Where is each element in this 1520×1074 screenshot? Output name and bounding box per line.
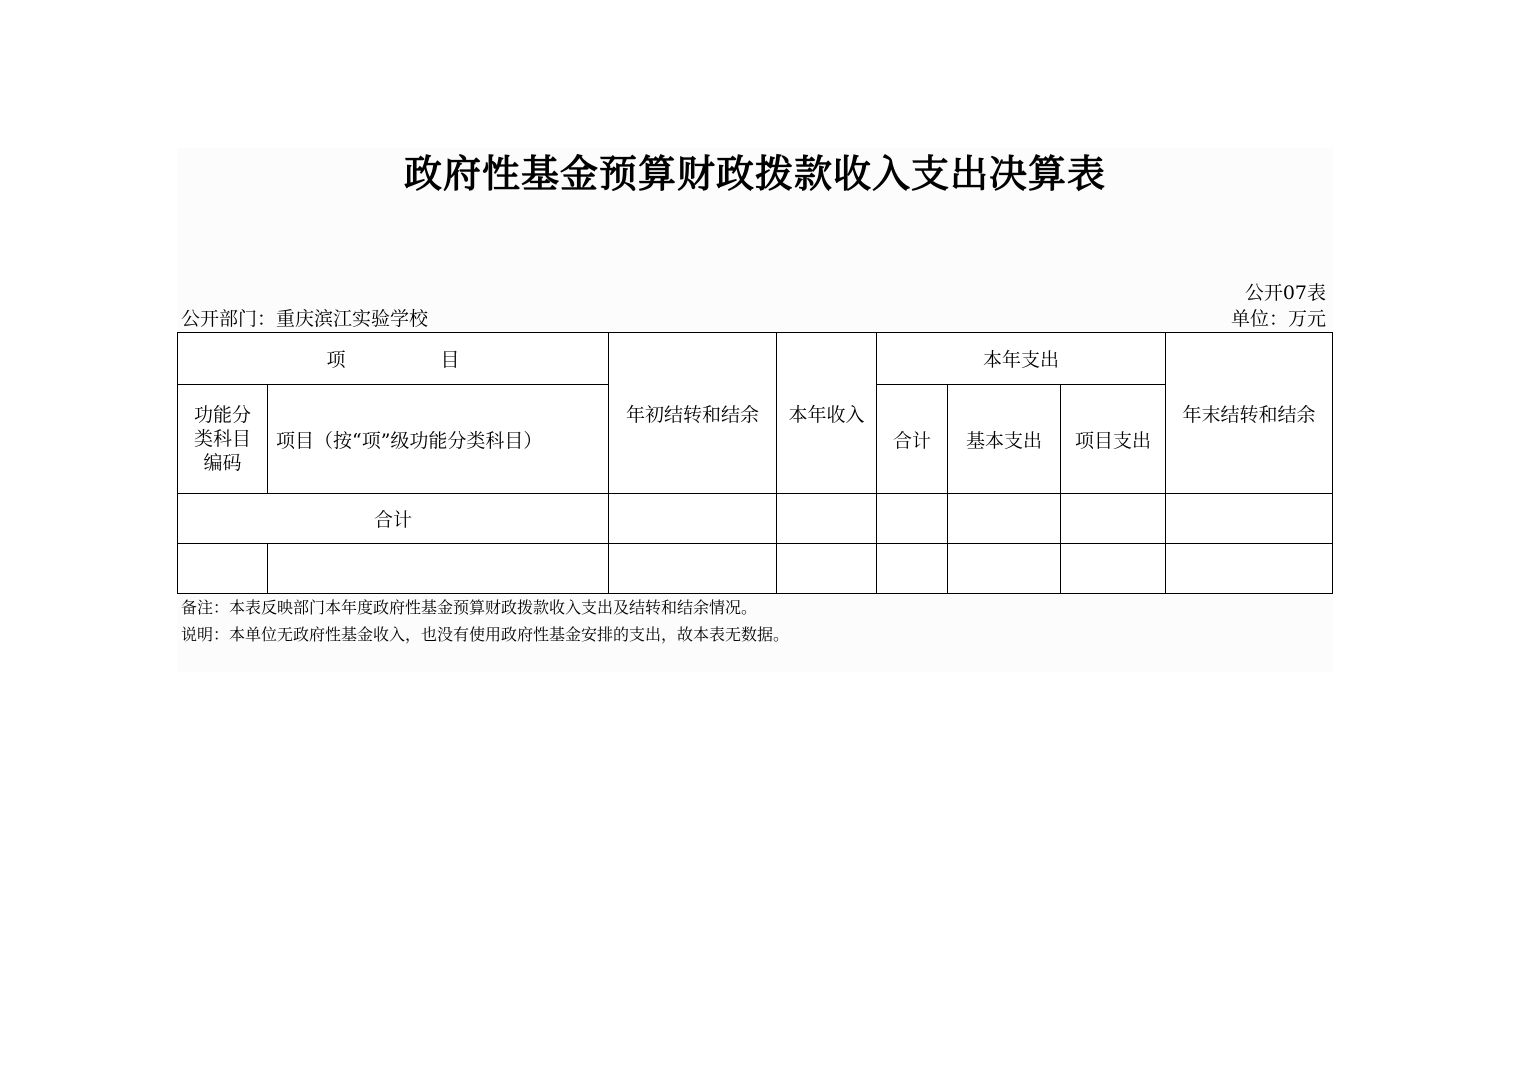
header-func-code: 功能分类科目编码 bbox=[178, 385, 268, 494]
data-code-cell bbox=[178, 544, 268, 594]
data-begin-balance-cell bbox=[609, 544, 777, 594]
data-row bbox=[178, 544, 1333, 594]
header-expense-project: 项目支出 bbox=[1061, 385, 1166, 494]
total-expense-project-cell bbox=[1061, 494, 1166, 544]
explanation-note: 说明：本单位无政府性基金收入，也没有使用政府性基金安排的支出，故本表无数据。 bbox=[181, 625, 790, 644]
total-row bbox=[178, 494, 1333, 544]
total-income-cell bbox=[777, 494, 877, 544]
total-expense-total-cell bbox=[877, 494, 948, 544]
total-end-balance-cell bbox=[1166, 494, 1333, 544]
budget-table bbox=[177, 332, 1333, 594]
unit-label: 单位：万元 bbox=[1230, 308, 1326, 330]
header-expense-basic: 基本支出 bbox=[948, 385, 1061, 494]
header-item-name: 项目（按“项”级功能分类科目） bbox=[268, 385, 609, 494]
page-title: 政府性基金预算财政拨款收入支出决算表 bbox=[403, 152, 1106, 196]
header-expense-total: 合计 bbox=[877, 385, 948, 494]
header-income: 本年收入 bbox=[777, 333, 877, 494]
data-expense-basic-cell bbox=[948, 544, 1061, 594]
data-income-cell bbox=[777, 544, 877, 594]
data-end-balance-cell bbox=[1166, 544, 1333, 594]
total-begin-balance-cell bbox=[609, 494, 777, 544]
header-end-balance: 年末结转和结余 bbox=[1166, 333, 1333, 494]
department-label: 公开部门：重庆滨江实验学校 bbox=[181, 308, 429, 330]
header-row-1 bbox=[178, 333, 1333, 385]
header-item: 项 目 bbox=[178, 333, 609, 385]
data-item-cell bbox=[268, 544, 609, 594]
remark-note: 备注：本表反映部门本年度政府性基金预算财政拨款收入支出及结转和结余情况。 bbox=[181, 598, 758, 617]
total-expense-basic-cell bbox=[948, 494, 1061, 544]
form-number: 公开07表 bbox=[1244, 282, 1326, 304]
data-expense-total-cell bbox=[877, 544, 948, 594]
header-begin-balance: 年初结转和结余 bbox=[609, 333, 777, 494]
data-expense-project-cell bbox=[1061, 544, 1166, 594]
header-expense: 本年支出 bbox=[877, 333, 1166, 385]
total-label: 合计 bbox=[178, 494, 609, 544]
